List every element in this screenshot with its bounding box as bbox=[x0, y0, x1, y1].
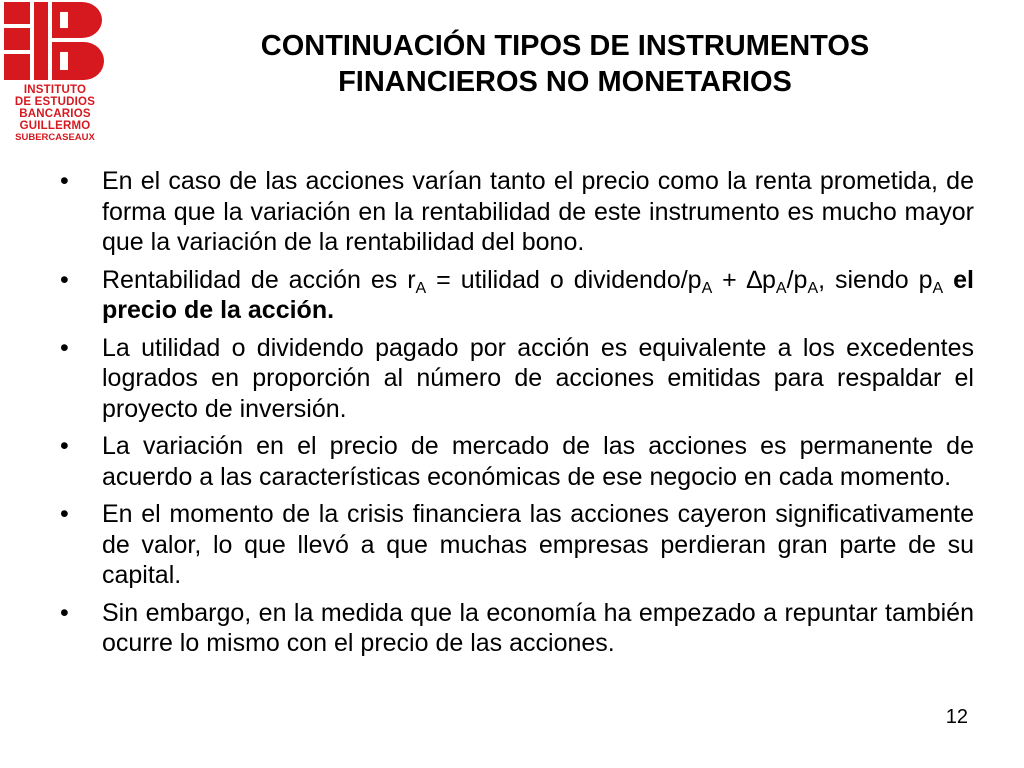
bullet-text bbox=[102, 266, 974, 325]
logo-text bbox=[0, 84, 110, 144]
bullet-icon: • bbox=[60, 432, 69, 460]
logo-line: INSTITUTO bbox=[23, 84, 87, 96]
subscript: A bbox=[775, 279, 787, 297]
subscript: A bbox=[932, 279, 944, 297]
formula-part: + ∆p bbox=[712, 265, 776, 294]
formula-part: , siendo p bbox=[818, 265, 933, 294]
bold-phrase: el precio de la acción. bbox=[102, 265, 974, 324]
bullet-icon: • bbox=[60, 265, 69, 294]
bullet-text: En el momento de la crisis financiera las acciones cayeron significativamente de valor, lo que llevó a que muchas empresas perdieran gran parte de su capital. bbox=[102, 500, 974, 589]
logo-line: SUBERCASEAUX bbox=[15, 132, 95, 143]
slide-title bbox=[170, 28, 960, 100]
logo-line: DE ESTUDIOS bbox=[14, 96, 96, 108]
formula-part: /p bbox=[786, 265, 808, 294]
bullet-text: La utilidad o dividendo pagado por acción es equivalente a los excedentes logrados en proporción al número de acciones emitidas para respaldar el proyecto de inversión. bbox=[102, 333, 974, 423]
formula-part: = utilidad o dividendo/p bbox=[426, 265, 702, 294]
institute-logo bbox=[0, 0, 110, 150]
bullet-item bbox=[52, 333, 974, 425]
subscript: A bbox=[701, 279, 713, 297]
title-line-1: CONTINUACIÓN TIPOS DE INSTRUMENTOS bbox=[260, 30, 870, 62]
bullet-item bbox=[52, 431, 974, 492]
bullet-item bbox=[52, 166, 974, 258]
bullet-item bbox=[52, 598, 974, 659]
logo-line: GUILLERMO bbox=[19, 120, 91, 132]
bullet-text: La variación en el precio de mercado de las acciones es permanente de acuerdo a las características económicas de ese negocio en cada momento. bbox=[102, 432, 974, 491]
bullet-item bbox=[52, 499, 974, 591]
bullet-item bbox=[52, 265, 974, 326]
logo-line: BANCARIOS bbox=[19, 108, 91, 120]
bullet-icon: • bbox=[60, 333, 69, 362]
bullet-list bbox=[52, 166, 974, 666]
subscript: A bbox=[807, 279, 819, 297]
title-line-2: FINANCIEROS NO MONETARIOS bbox=[338, 66, 792, 98]
formula-part: Rentabilidad de acción es r bbox=[102, 265, 416, 294]
bullet-icon: • bbox=[60, 500, 69, 528]
subscript: A bbox=[415, 279, 427, 297]
bullet-icon: • bbox=[60, 598, 69, 627]
page-number: 12 bbox=[945, 706, 968, 728]
bullet-text: En el caso de las acciones varían tanto el precio como la renta prometida, de forma que la variación en la rentabilidad de este instrumento es mucho mayor que la variación de la rentabilidad del bono. bbox=[102, 167, 974, 256]
bullet-icon: • bbox=[60, 167, 69, 195]
logo-mark-icon bbox=[0, 0, 110, 84]
bullet-text: Sin embargo, en la medida que la economía ha empezado a repuntar también ocurre lo mismo con el precio de las acciones. bbox=[102, 598, 974, 657]
